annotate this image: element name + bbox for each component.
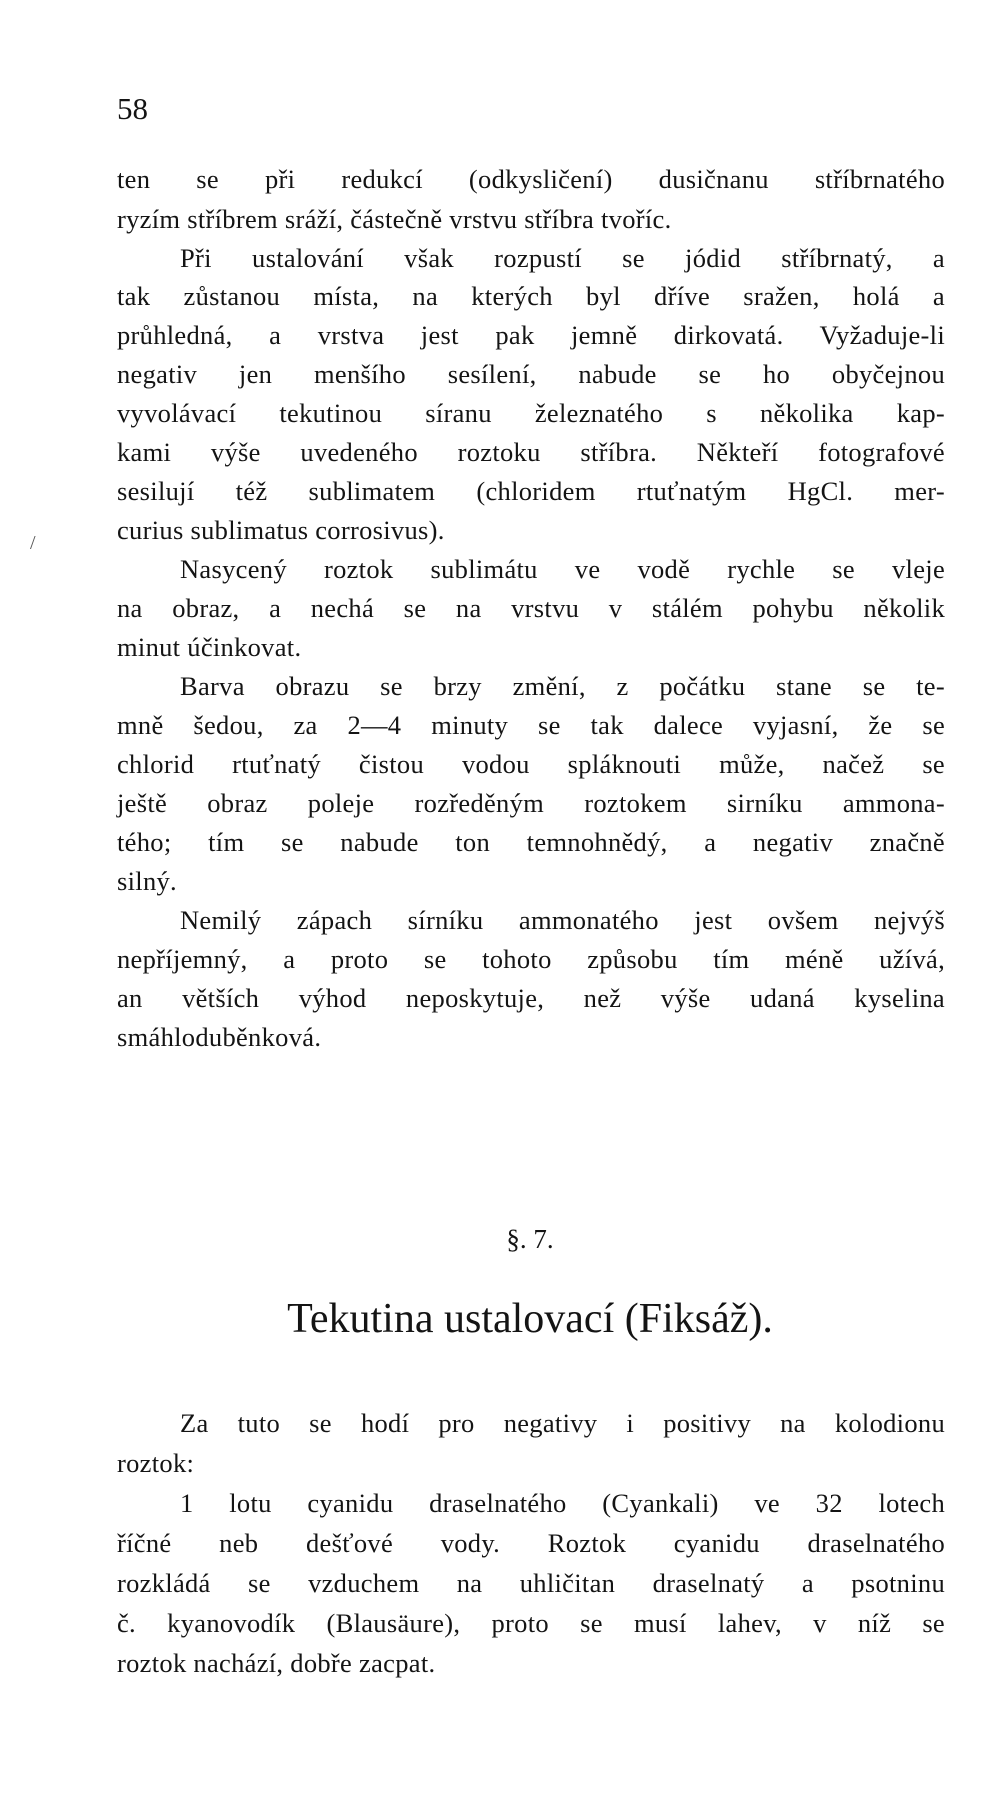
text-line: roztok: [117, 1448, 195, 1478]
text-line: Nasycený roztok sublimátu ve vodě rychle se vleje [180, 554, 945, 584]
text-line: curius sublimatus corrosivus). [117, 515, 445, 545]
text-line: roztok nachází, dobře zacpat. [117, 1648, 436, 1678]
margin-mark: / [30, 532, 36, 554]
text-line: průhledná, a vrstva jest pak jemně dirkovatá. Vyžaduje-li [117, 320, 945, 350]
text-line: 1 lotu cyanidu draselnatého (Cyankali) ve 32 lotech [180, 1488, 945, 1518]
text-line: nepříjemný, a proto se tohoto způsobu tím méně užívá, [117, 944, 945, 974]
text-line: an větších výhod neposkytuje, než výše udaná kyselina [117, 983, 945, 1013]
text-line: chlorid rtuťnatý čistou vodou spláknouti může, načež se [117, 749, 945, 779]
page-number: 58 [117, 91, 148, 126]
text-line: kami výše uvedeného roztoku stříbra. Někteří fotografové [117, 437, 945, 467]
section-title: Tekutina ustalovací (Fiksáž). [287, 1296, 773, 1342]
text-line: tého; tím se nabude ton temnohnědý, a negativ značně [117, 827, 945, 857]
text-line: na obraz, a nechá se na vrstvu v stálém pohybu několik [117, 593, 945, 623]
text-line: rozkládá se vzduchem na uhličitan draselnatý a psotninu [117, 1568, 945, 1598]
text-line: ryzím stříbrem sráží, částečně vrstvu stříbra tvoříc. [117, 204, 672, 234]
text-line: mně šedou, za 2—4 minuty se tak dalece vyjasní, že se [117, 710, 945, 740]
text-line: smáhloduběnková. [117, 1022, 322, 1052]
text-line: tak zůstanou místa, na kterých byl dříve sražen, holá a [117, 281, 945, 311]
text-line: minut účinkovat. [117, 632, 302, 662]
text-line: Barva obrazu se brzy změní, z počátku stane se te- [180, 671, 945, 701]
text-line: ještě obraz poleje rozředěným roztokem sirníku ammona- [117, 788, 945, 818]
text-line: č. kyanovodík (Blausäure), proto se musí lahev, v níž se [117, 1608, 945, 1638]
text-line: říčné neb dešťové vody. Roztok cyanidu draselnatého [117, 1528, 945, 1558]
text-line: Při ustalování však rozpustí se jódid stříbrnatý, a [180, 243, 945, 273]
text-line: silný. [117, 866, 177, 896]
text-line: negativ jen menšího sesílení, nabude se ho obyčejnou [117, 359, 945, 389]
text-line: Za tuto se hodí pro negativy i positivy na kolodionu [180, 1408, 945, 1438]
section-number: §. 7. [506, 1224, 554, 1254]
text-line: sesilují též sublimatem (chloridem rtuťnatým HgCl. mer- [117, 476, 945, 506]
text-line: vyvolávací tekutinou síranu železnatého s několika kap- [117, 398, 945, 428]
text-line: Nemilý zápach sírníku ammonatého jest ovšem nejvýš [180, 905, 945, 935]
text-line: ten se při redukcí (odkysličení) dusičnanu stříbrnatého [117, 164, 945, 194]
